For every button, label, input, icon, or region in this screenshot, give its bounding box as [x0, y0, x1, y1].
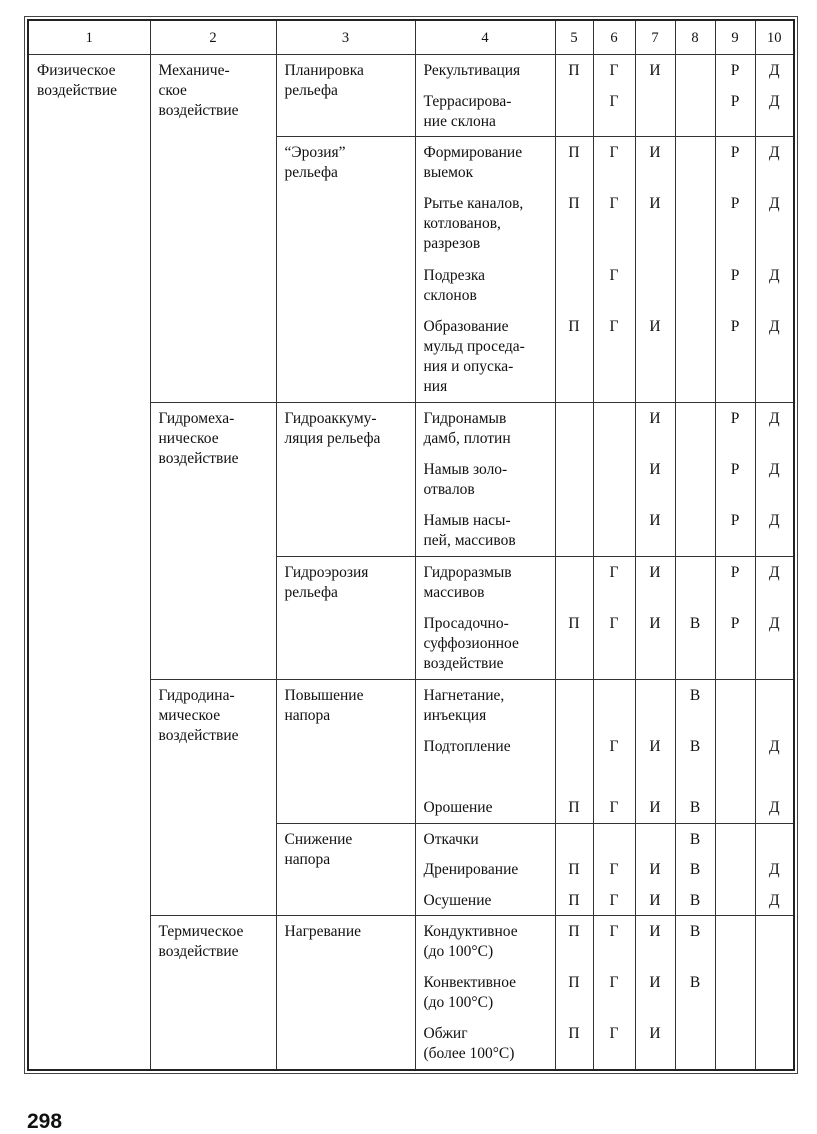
col-header-5: 5 [555, 20, 593, 55]
mark-cell-col-8 [675, 505, 715, 556]
mark-cell-col-6 [593, 505, 635, 556]
mark-cell-col-7 [635, 86, 675, 137]
mark-cell-col-6 [593, 680, 635, 731]
mark-cell-col-5: П [555, 55, 593, 86]
mark-cell-col-5 [555, 86, 593, 137]
mark-cell-col-10: Д [755, 556, 794, 607]
mark-cell-col-10: Д [755, 885, 794, 916]
impact-table [27, 19, 795, 1071]
mark-cell-col-7: И [635, 608, 675, 680]
process-cell: Кондуктивное (до 100°С) [415, 916, 555, 967]
mark-cell-col-10 [755, 823, 794, 854]
mark-cell-col-8 [675, 260, 715, 311]
mark-cell-col-9 [715, 1018, 755, 1070]
process-cell: Гидронамыв дамб, плотин [415, 403, 555, 454]
mark-cell-col-8: В [675, 823, 715, 854]
mark-cell-col-9 [715, 823, 755, 854]
mark-cell-col-9 [715, 680, 755, 731]
mark-cell-col-6: Г [593, 311, 635, 403]
process-cell: Нагнетание, инъекция [415, 680, 555, 731]
mark-cell-col-6 [593, 454, 635, 505]
mark-cell-col-9 [715, 916, 755, 967]
mark-cell-col-7: И [635, 403, 675, 454]
mark-cell-col-5: П [555, 311, 593, 403]
mark-cell-col-6: Г [593, 137, 635, 188]
mark-cell-col-10 [755, 1018, 794, 1070]
mark-cell-col-5: П [555, 188, 593, 259]
mark-cell-col-6: Г [593, 1018, 635, 1070]
mark-cell-col-7: И [635, 854, 675, 885]
mark-cell-col-6: Г [593, 608, 635, 680]
process-cell: Обжиг (более 100°С) [415, 1018, 555, 1070]
mark-cell-col-9: Р [715, 505, 755, 556]
mark-cell-col-10: Д [755, 792, 794, 823]
table-body [28, 20, 794, 1070]
mark-cell-col-5 [555, 556, 593, 607]
mark-cell-col-10: Д [755, 731, 794, 792]
impact-type-cell: Гидродина- мическое воздействие [150, 680, 276, 916]
page-number: 298 [27, 1110, 63, 1133]
subtype-cell: Нагревание [276, 916, 415, 1070]
mark-cell-col-9: Р [715, 260, 755, 311]
impact-type-cell: Термическое воздействие [150, 916, 276, 1070]
mark-cell-col-9: Р [715, 556, 755, 607]
mark-cell-col-6: Г [593, 86, 635, 137]
mark-cell-col-6: Г [593, 854, 635, 885]
header-row [28, 20, 794, 55]
impact-type-cell: Механиче- ское воздействие [150, 55, 276, 403]
mark-cell-col-5: П [555, 792, 593, 823]
mark-cell-col-7: И [635, 916, 675, 967]
mark-cell-col-7: И [635, 505, 675, 556]
mark-cell-col-10: Д [755, 608, 794, 680]
table-row [28, 55, 794, 86]
process-cell: Орошение [415, 792, 555, 823]
col-header-10: 10 [755, 20, 794, 55]
mark-cell-col-7: И [635, 731, 675, 792]
process-cell: Намыв насы- пей, массивов [415, 505, 555, 556]
mark-cell-col-5: П [555, 608, 593, 680]
mark-cell-col-7 [635, 260, 675, 311]
mark-cell-col-7 [635, 680, 675, 731]
mark-cell-col-9 [715, 854, 755, 885]
mark-cell-col-8: В [675, 967, 715, 1018]
mark-cell-col-8 [675, 556, 715, 607]
mark-cell-col-10: Д [755, 311, 794, 403]
mark-cell-col-6 [593, 823, 635, 854]
mark-cell-col-6: Г [593, 188, 635, 259]
process-cell: Откачки [415, 823, 555, 854]
mark-cell-col-7: И [635, 137, 675, 188]
process-cell: Подтопление [415, 731, 555, 792]
mark-cell-col-6: Г [593, 792, 635, 823]
mark-cell-col-5: П [555, 916, 593, 967]
mark-cell-col-7: И [635, 1018, 675, 1070]
mark-cell-col-8: В [675, 885, 715, 916]
process-cell: Образование мульд проседа- ния и опуска- ния [415, 311, 555, 403]
mark-cell-col-7: И [635, 454, 675, 505]
process-cell: Осушение [415, 885, 555, 916]
process-cell: Гидроразмыв массивов [415, 556, 555, 607]
mark-cell-col-7: И [635, 188, 675, 259]
mark-cell-col-8: В [675, 731, 715, 792]
mark-cell-col-7: И [635, 55, 675, 86]
mark-cell-col-9: Р [715, 188, 755, 259]
mark-cell-col-5: П [555, 885, 593, 916]
mark-cell-col-9: Р [715, 86, 755, 137]
mark-cell-col-9 [715, 792, 755, 823]
mark-cell-col-8 [675, 137, 715, 188]
mark-cell-col-5: П [555, 1018, 593, 1070]
subtype-cell: Снижение напора [276, 823, 415, 916]
mark-cell-col-6: Г [593, 916, 635, 967]
mark-cell-col-9 [715, 967, 755, 1018]
col-header-3: 3 [276, 20, 415, 55]
mark-cell-col-10: Д [755, 260, 794, 311]
col-header-7: 7 [635, 20, 675, 55]
process-cell: Дренирование [415, 854, 555, 885]
mark-cell-col-10: Д [755, 137, 794, 188]
mark-cell-col-10: Д [755, 454, 794, 505]
impact-type-cell: Гидромеха- ническое воздействие [150, 403, 276, 680]
mark-cell-col-9 [715, 885, 755, 916]
mark-cell-col-5: П [555, 967, 593, 1018]
process-cell: Просадочно- суффозионное воздействие [415, 608, 555, 680]
mark-cell-col-5 [555, 403, 593, 454]
col-header-6: 6 [593, 20, 635, 55]
mark-cell-col-8: В [675, 854, 715, 885]
mark-cell-col-6: Г [593, 885, 635, 916]
mark-cell-col-5 [555, 454, 593, 505]
mark-cell-col-10: Д [755, 505, 794, 556]
subtype-cell: Гидроаккуму- ляция рельефа [276, 403, 415, 557]
mark-cell-col-6: Г [593, 55, 635, 86]
process-cell: Рытье каналов, котлованов, разрезов [415, 188, 555, 259]
mark-cell-col-8 [675, 1018, 715, 1070]
mark-cell-col-10 [755, 967, 794, 1018]
category-cell: Физическое воздействие [28, 55, 150, 1071]
process-cell: Намыв золо- отвалов [415, 454, 555, 505]
mark-cell-col-6 [593, 403, 635, 454]
mark-cell-col-8: В [675, 792, 715, 823]
mark-cell-col-7: И [635, 311, 675, 403]
mark-cell-col-10: Д [755, 188, 794, 259]
process-cell: Формирование выемок [415, 137, 555, 188]
mark-cell-col-8 [675, 55, 715, 86]
mark-cell-col-7: И [635, 556, 675, 607]
mark-cell-col-10: Д [755, 403, 794, 454]
col-header-2: 2 [150, 20, 276, 55]
mark-cell-col-7: И [635, 792, 675, 823]
mark-cell-col-8: В [675, 608, 715, 680]
mark-cell-col-6: Г [593, 556, 635, 607]
mark-cell-col-10: Д [755, 55, 794, 86]
subtype-cell: Повышение напора [276, 680, 415, 823]
mark-cell-col-7: И [635, 967, 675, 1018]
mark-cell-col-9: Р [715, 55, 755, 86]
mark-cell-col-6: Г [593, 731, 635, 792]
subtype-cell: Планировка рельефа [276, 55, 415, 137]
process-cell: Рекультивация [415, 55, 555, 86]
mark-cell-col-5 [555, 731, 593, 792]
process-cell: Террасирова- ние склона [415, 86, 555, 137]
mark-cell-col-9: Р [715, 403, 755, 454]
mark-cell-col-8 [675, 86, 715, 137]
subtype-cell: Гидроэрозия рельефа [276, 556, 415, 679]
subtype-cell: “Эрозия” рельефа [276, 137, 415, 403]
mark-cell-col-8 [675, 188, 715, 259]
mark-cell-col-8 [675, 403, 715, 454]
mark-cell-col-6: Г [593, 967, 635, 1018]
mark-cell-col-5 [555, 260, 593, 311]
mark-cell-col-5: П [555, 854, 593, 885]
col-header-8: 8 [675, 20, 715, 55]
mark-cell-col-5: П [555, 137, 593, 188]
mark-cell-col-10: Д [755, 86, 794, 137]
mark-cell-col-9: Р [715, 454, 755, 505]
mark-cell-col-6: Г [593, 260, 635, 311]
mark-cell-col-8: В [675, 916, 715, 967]
mark-cell-col-5 [555, 823, 593, 854]
mark-cell-col-5 [555, 505, 593, 556]
process-cell: Подрезка склонов [415, 260, 555, 311]
mark-cell-col-9: Р [715, 137, 755, 188]
mark-cell-col-10 [755, 680, 794, 731]
mark-cell-col-8: В [675, 680, 715, 731]
mark-cell-col-9: Р [715, 311, 755, 403]
mark-cell-col-8 [675, 311, 715, 403]
col-header-9: 9 [715, 20, 755, 55]
mark-cell-col-7: И [635, 885, 675, 916]
col-header-1: 1 [28, 20, 150, 55]
mark-cell-col-7 [635, 823, 675, 854]
mark-cell-col-8 [675, 454, 715, 505]
process-cell: Конвективное (до 100°С) [415, 967, 555, 1018]
mark-cell-col-5 [555, 680, 593, 731]
col-header-4: 4 [415, 20, 555, 55]
mark-cell-col-10 [755, 916, 794, 967]
mark-cell-col-10: Д [755, 854, 794, 885]
mark-cell-col-9: Р [715, 608, 755, 680]
mark-cell-col-9 [715, 731, 755, 792]
